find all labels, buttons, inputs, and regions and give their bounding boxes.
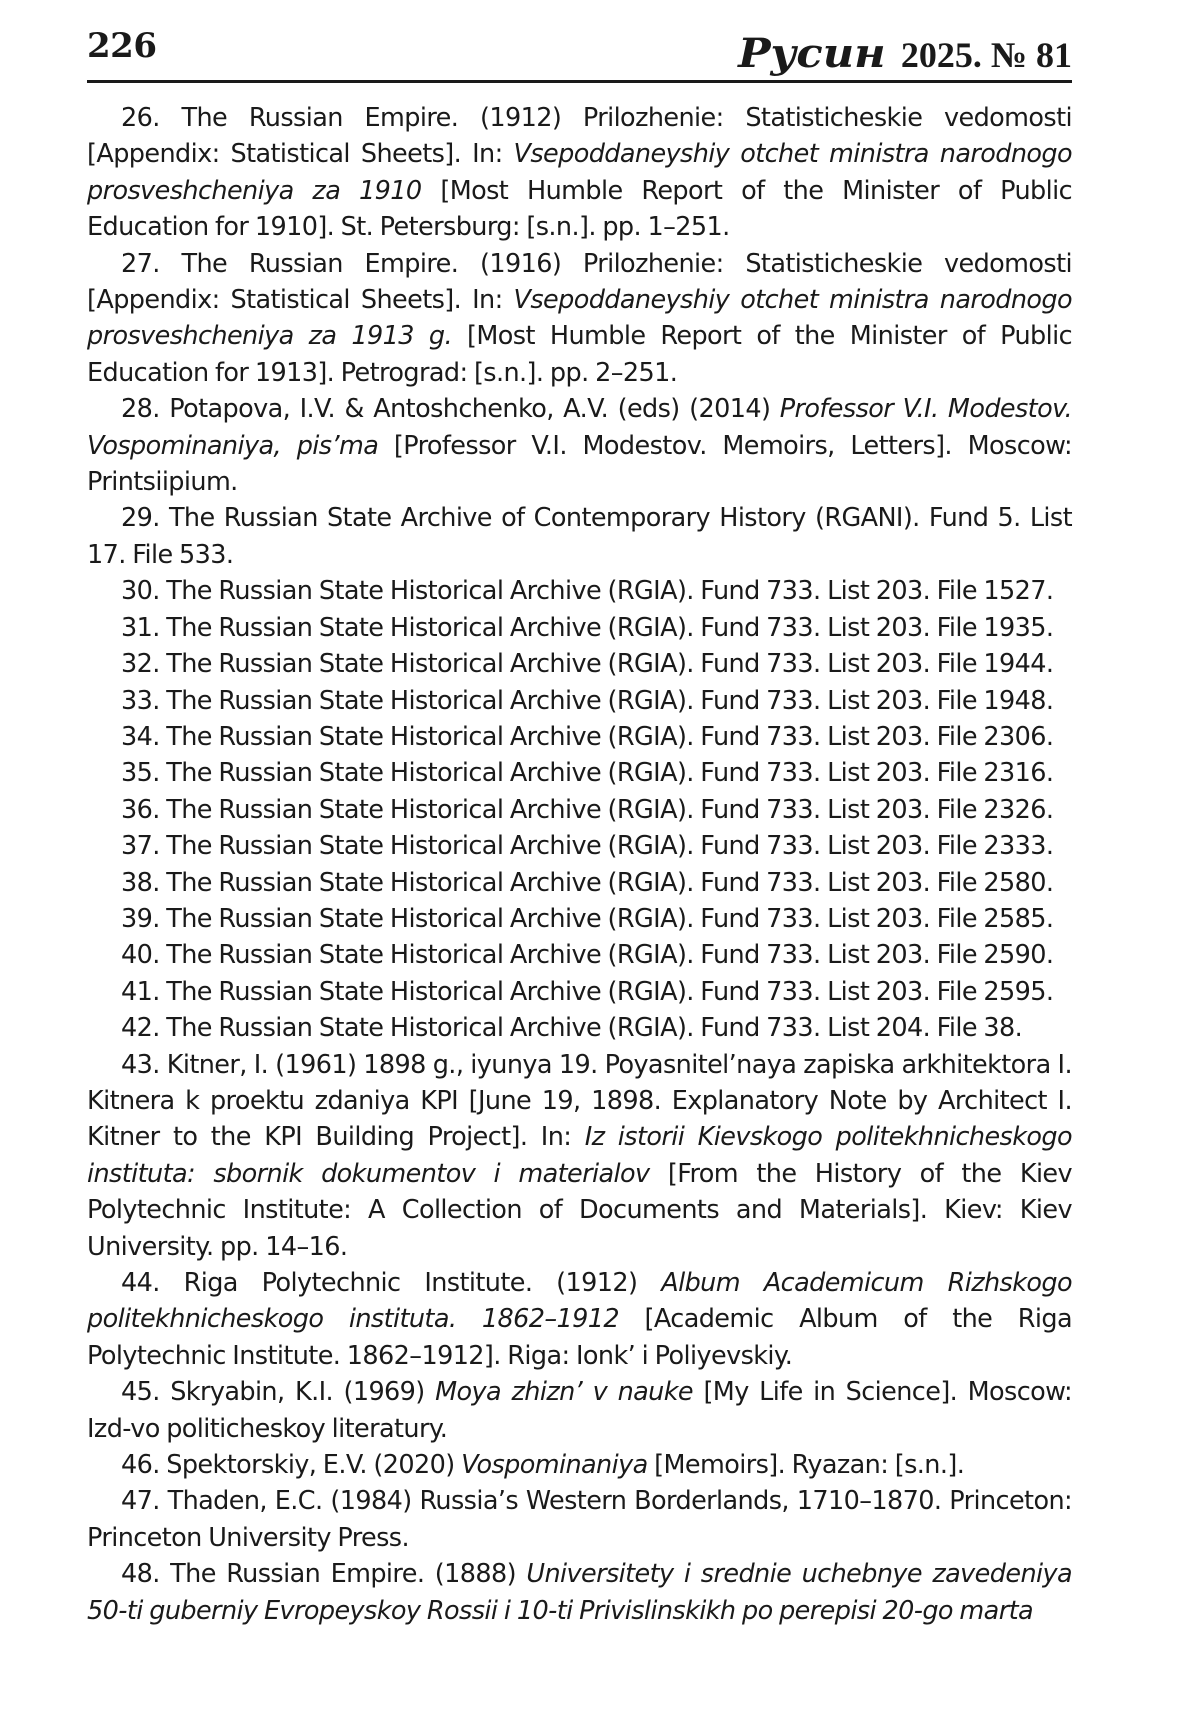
reference-text: 34. The Russian State Historical Archive (RGIA). Fund 733. List 203. File 2306. <box>121 721 1054 752</box>
reference-title-italic: Vospominaniya <box>461 1450 648 1481</box>
reference-entry-37 <box>87 828 1072 864</box>
reference-entry-44 <box>87 1265 1072 1374</box>
reference-text: [From the History of the Kiev Polytechnic Institute: A Collection of Documents and Materials]. Kiev: Kiev University. pp. 14–16. <box>87 1158 1073 1262</box>
reference-entry-40 <box>87 937 1072 973</box>
reference-entry-39 <box>87 901 1072 937</box>
reference-text: [Academic Album of the Riga Polytechnic Institute. 1862–1912]. Riga: Ionk’ i Poliyevskiy. <box>87 1304 1072 1371</box>
reference-entry-36 <box>87 792 1072 828</box>
reference-text: [Most Humble Report of the Minister of Public Education for 1910]. St. Petersburg: [s.n.]. pp. 1–251. <box>87 175 1072 243</box>
reference-text: 28. Potapova, I.V. & Antoshchenko, A.V. (eds) (2014) <box>121 394 780 425</box>
reference-text: 45. Skryabin, K.I. (1969) <box>121 1377 436 1408</box>
reference-entry-28 <box>87 391 1072 500</box>
reference-entry-34 <box>87 719 1072 755</box>
reference-text: 30. The Russian State Historical Archive (RGIA). Fund 733. List 203. File 1527. <box>121 576 1054 607</box>
page-header <box>87 22 1072 83</box>
reference-text: 29. The Russian State Archive of Contemporary History (RGANI). Fund 5. List 17. File 533. <box>87 503 1072 570</box>
reference-text: [Most Humble Report of the Minister of Public Education for 1913]. Petrograd: [s.n.]. pp. 2–251. <box>87 321 1072 388</box>
reference-list <box>87 100 1072 1629</box>
reference-title-italic: Professor V.I. Modestov. Vospominaniya, pis’ma <box>87 394 1072 461</box>
reference-entry-27 <box>87 246 1072 392</box>
journal-logo: Русин <box>738 30 886 77</box>
reference-text: 46. Spektorskiy, E.V. (2020) <box>121 1450 462 1481</box>
reference-text: 38. The Russian State Historical Archive (RGIA). Fund 733. List 203. File 2580. <box>121 867 1054 898</box>
running-head <box>738 30 1072 77</box>
reference-entry-30 <box>87 573 1072 609</box>
reference-text: 47. Thaden, E.C. (1984) Russia’s Western Borderlands, 1710–1870. Princeton: Princeton University Press. <box>87 1486 1072 1553</box>
reference-text: 39. The Russian State Historical Archive (RGIA). Fund 733. List 203. File 2585. <box>121 903 1054 934</box>
reference-text: [My Life in Science]. Moscow: Izd-vo politicheskoy literatury. <box>87 1377 1072 1444</box>
reference-entry-35 <box>87 755 1072 791</box>
reference-text: 44. Riga Polytechnic Institute. (1912) <box>121 1268 662 1298</box>
reference-title-italic: Album Academicum Rizhskogo politekhnicheskogo instituta. 1862–1912 <box>87 1268 1072 1335</box>
reference-title-italic: Moya zhizn’ v nauke <box>435 1377 693 1408</box>
reference-title-italic: Vsepoddaneyshiy otchet ministra narodnogo prosveshcheniya za 1910 <box>87 139 1072 206</box>
reference-title-italic: Iz istorii Kievskogo politekhnicheskogo instituta: sbornik dokumentov i materialov <box>87 1122 1072 1189</box>
reference-text: 27. The Russian Empire. (1916) Prilozhenie: Statisticheskie vedomosti [Appendix: Statistical Sheets]. In: <box>87 248 1072 316</box>
reference-entry-32 <box>87 646 1072 682</box>
reference-text: 31. The Russian State Historical Archive (RGIA). Fund 733. List 203. File 1935. <box>121 612 1054 643</box>
reference-text: 37. The Russian State Historical Archive (RGIA). Fund 733. List 203. File 2333. <box>121 831 1054 862</box>
reference-text: 42. The Russian State Historical Archive (RGIA). Fund 733. List 204. File 38. <box>121 1013 1023 1044</box>
reference-text: 41. The Russian State Historical Archive (RGIA). Fund 733. List 203. File 2595. <box>121 976 1054 1007</box>
reference-entry-43 <box>87 1047 1072 1265</box>
reference-entry-33 <box>87 683 1072 719</box>
reference-title-italic: Universitety i srednie uchebnye zavedeniya 50-ti guberniy Evropeyskoy Rossii i 10-ti Privislinskikh po perepisi 20-go marta <box>87 1559 1073 1626</box>
reference-entry-46 <box>87 1447 1072 1483</box>
reference-text: 35. The Russian State Historical Archive (RGIA). Fund 733. List 203. File 2316. <box>121 758 1054 789</box>
reference-text: [Memoirs]. Ryazan: [s.n.]. <box>647 1450 965 1481</box>
reference-text: [Professor V.I. Modestov. Memoirs, Letters]. Moscow: Printsiipium. <box>87 430 1072 498</box>
issue-number: 2025. № 81 <box>900 35 1072 75</box>
reference-text: 48. The Russian Empire. (1888) <box>121 1559 527 1590</box>
reference-entry-47 <box>87 1483 1072 1556</box>
reference-entry-26 <box>87 100 1072 246</box>
reference-entry-29 <box>87 500 1072 573</box>
reference-entry-42 <box>87 1010 1072 1046</box>
reference-text: 36. The Russian State Historical Archive (RGIA). Fund 733. List 203. File 2326. <box>121 794 1054 825</box>
reference-entry-31 <box>87 610 1072 646</box>
reference-entry-41 <box>87 974 1072 1010</box>
reference-title-italic: Vsepoddaneyshiy otchet ministra narodnogo prosveshcheniya za 1913 g. <box>87 285 1072 352</box>
reference-entry-48 <box>87 1556 1072 1629</box>
reference-entry-38 <box>87 865 1072 901</box>
page-number: 226 <box>87 26 157 66</box>
reference-text: 32. The Russian State Historical Archive (RGIA). Fund 733. List 203. File 1944. <box>121 649 1054 680</box>
reference-text: 33. The Russian State Historical Archive (RGIA). Fund 733. List 203. File 1948. <box>121 685 1054 716</box>
reference-text: 26. The Russian Empire. (1912) Prilozhenie: Statisticheskie vedomosti [Appendix: Statistical Sheets]. In: <box>87 103 1072 170</box>
reference-text: 43. Kitner, I. (1961) 1898 g., iyunya 19. Poyasnitel’naya zapiska arkhitektora I. Kitnera k proektu zdaniya KPI [June 19, 1898. Explanatory Note by Architect I. Kitner to the KPI Building Project]. In: <box>87 1049 1072 1153</box>
reference-text: 40. The Russian State Historical Archive (RGIA). Fund 733. List 203. File 2590. <box>121 940 1054 971</box>
reference-entry-45 <box>87 1374 1072 1447</box>
